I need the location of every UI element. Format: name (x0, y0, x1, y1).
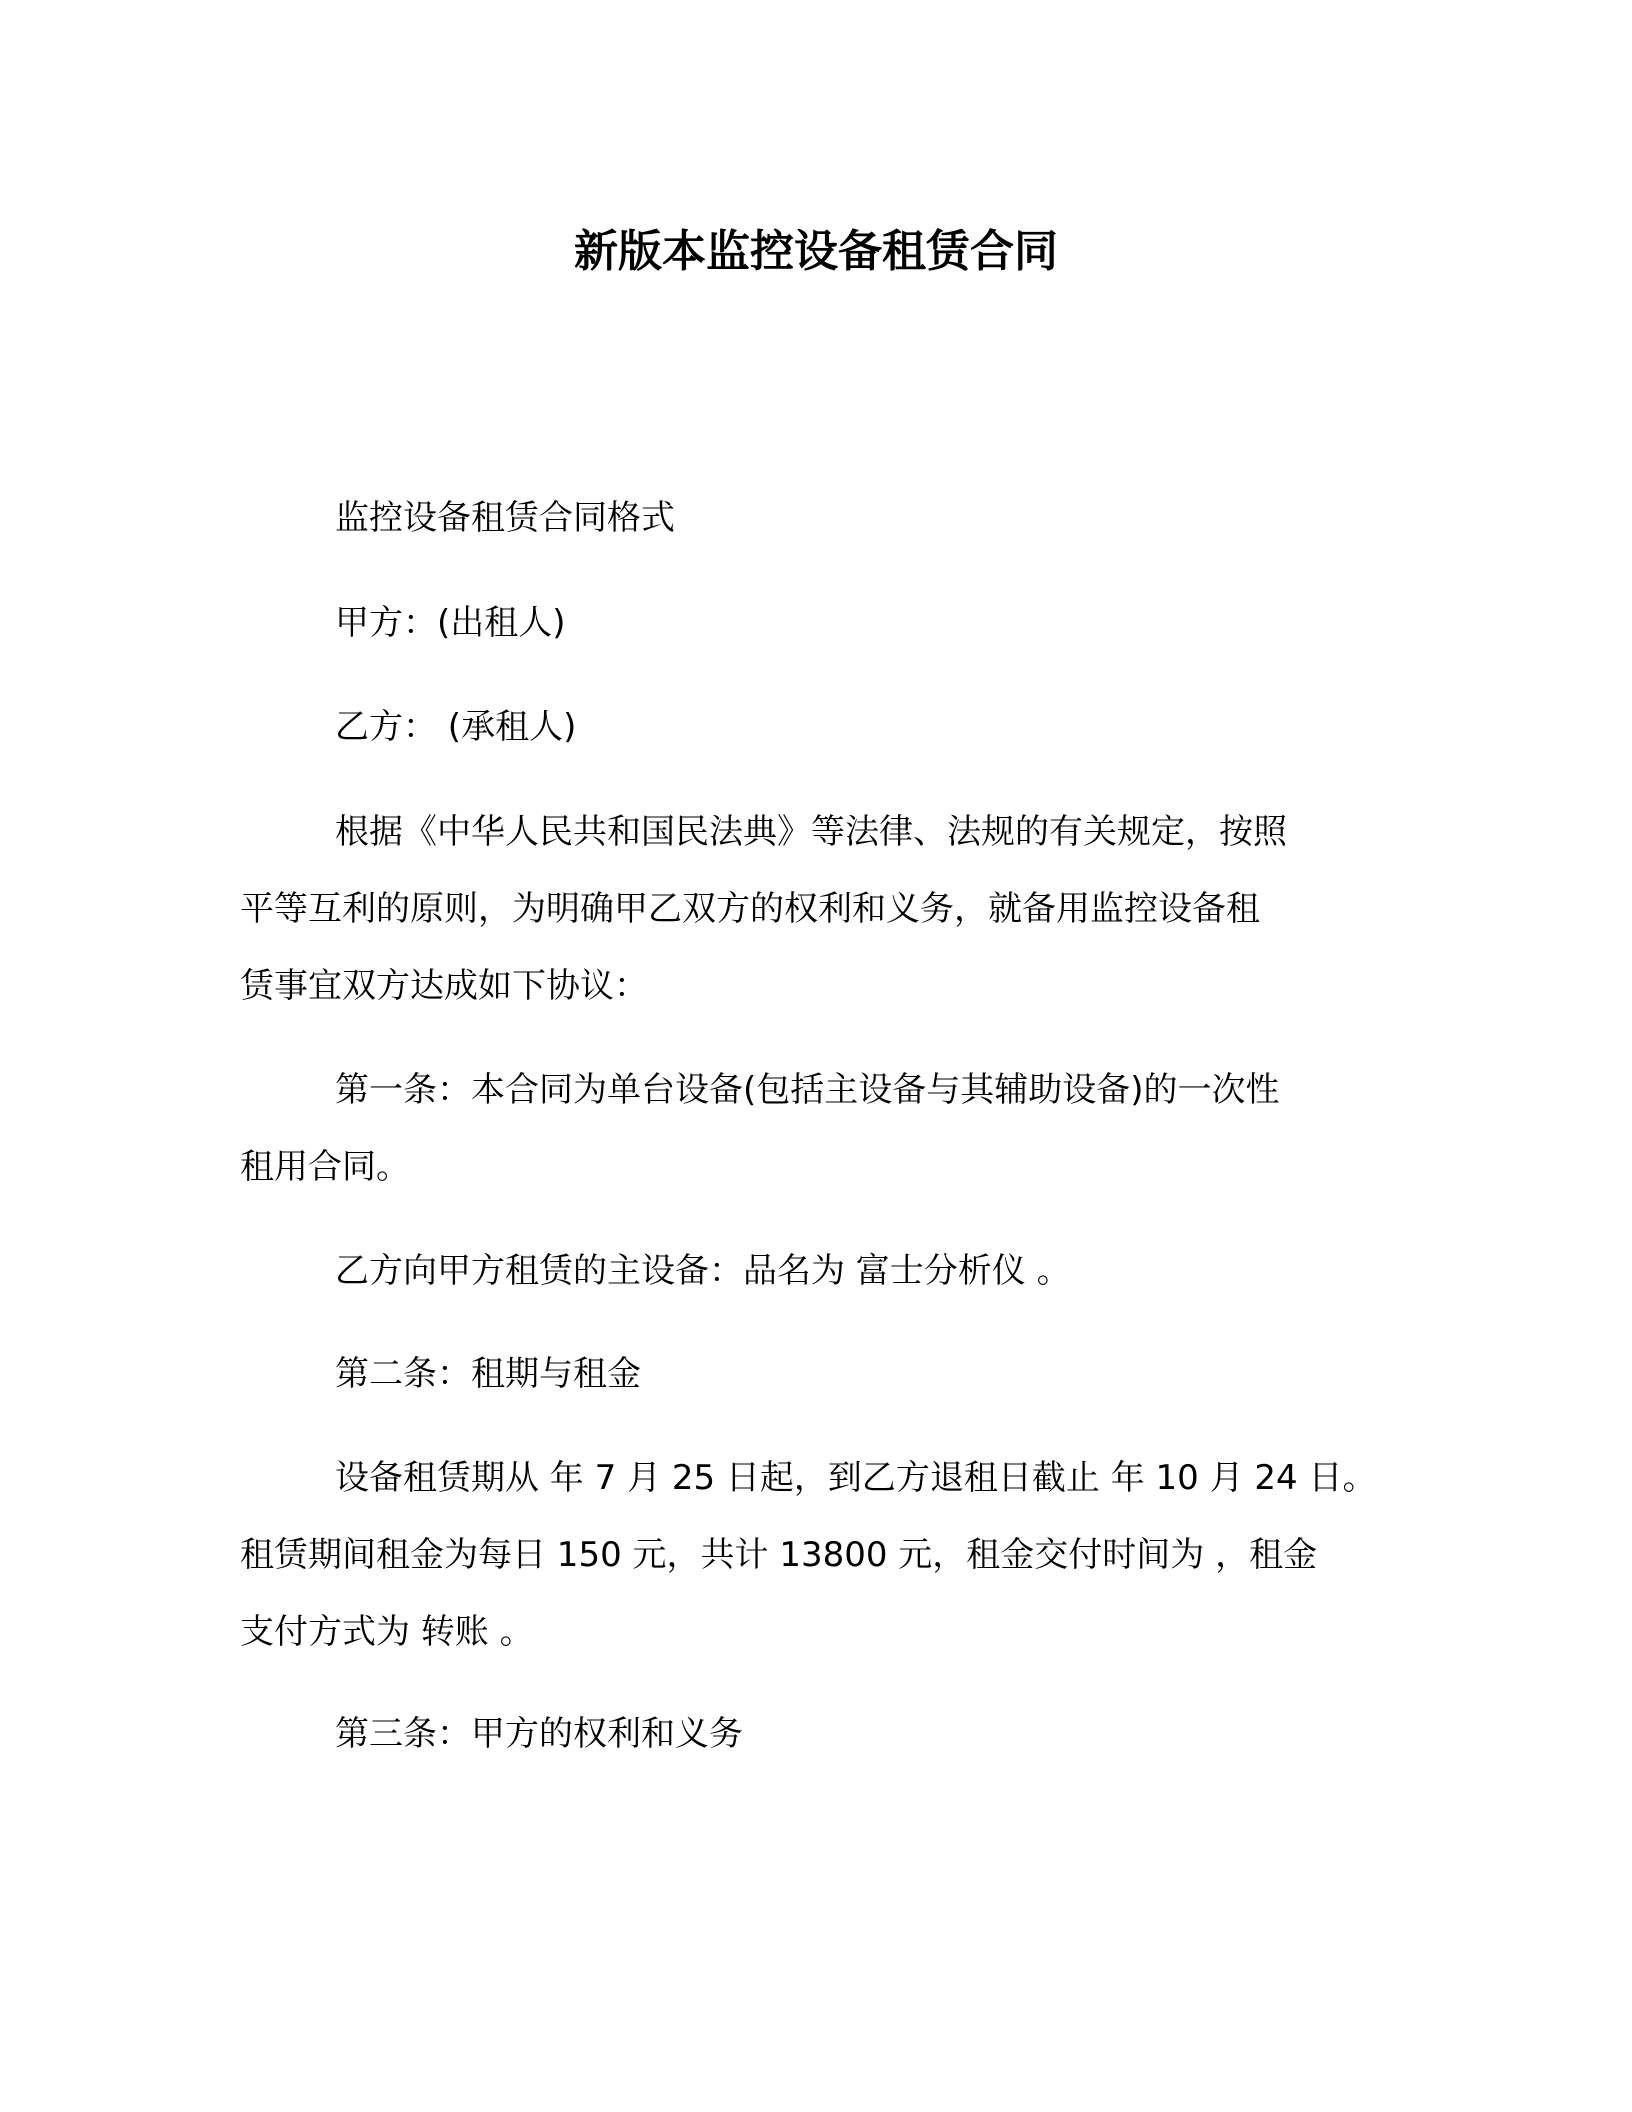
article-2-line-3: 支付方式为 转账 。 (240, 1612, 534, 1652)
contract-format-text: 监控设备租赁合同格式 (335, 498, 675, 538)
preamble-line-3: 赁事宜双方达成如下协议： (240, 966, 648, 1006)
article-2-line-2: 租赁期间租金为每日 150 元，共计 13800 元，租金交付时间为 ，租金 (240, 1535, 1318, 1575)
party-a-text: 甲方：(出租人) (335, 603, 566, 643)
contract-format-heading (240, 480, 1440, 557)
preamble-line-1: 根据《中华人民共和国民法典》等法律、法规的有关规定，按照 (335, 812, 1287, 852)
main-equipment-paragraph (240, 1233, 1440, 1310)
article-3-heading-text: 第三条：甲方的权利和义务 (335, 1714, 743, 1754)
party-b-line (240, 689, 1440, 766)
article-1-line-2: 租用合同。 (240, 1147, 410, 1187)
preamble-line-2: 平等互利的原则，为明确甲乙双方的权利和义务，就备用监控设备租 (240, 889, 1260, 929)
article-1-paragraph (240, 1052, 1440, 1206)
party-a-line (240, 585, 1440, 662)
main-equipment-text: 乙方向甲方租赁的主设备：品名为 富士分析仪 。 (335, 1251, 1071, 1291)
article-2-heading (240, 1336, 1440, 1413)
party-b-text: 乙方： (承租人) (335, 707, 577, 747)
article-1-line-1: 第一条：本合同为单台设备(包括主设备与其辅助设备)的一次性 (335, 1070, 1280, 1110)
article-3-heading (240, 1696, 1440, 1773)
document-title: 新版本监控设备租赁合同 (574, 226, 1058, 277)
article-2-line-1: 设备租赁期从 年 7 月 25 日起，到乙方退租日截止 年 10 月 24 日。 (335, 1458, 1377, 1498)
article-2-heading-text: 第二条：租期与租金 (335, 1354, 641, 1394)
preamble-paragraph (240, 794, 1440, 1025)
article-2-paragraph (240, 1440, 1440, 1671)
